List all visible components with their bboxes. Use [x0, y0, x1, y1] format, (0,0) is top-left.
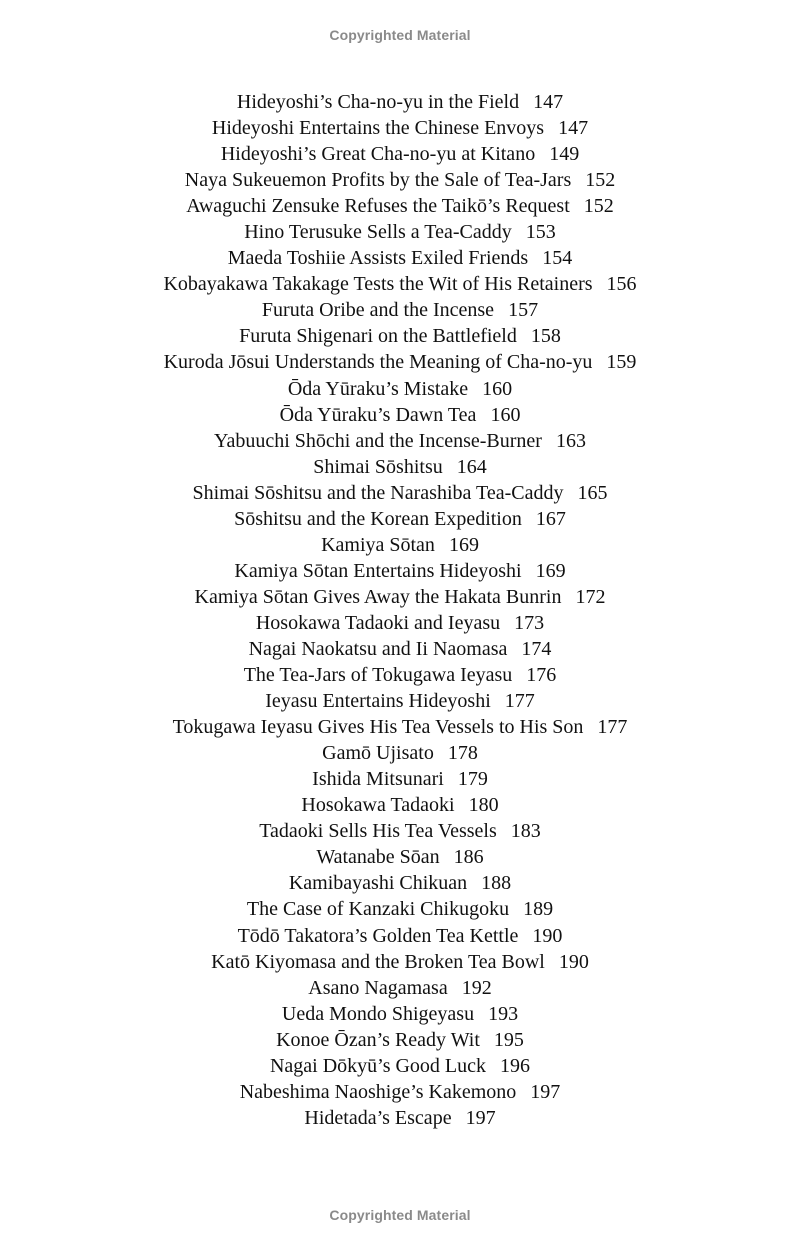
toc-entry-title: Yabuuchi Shōchi and the Incense-Burner — [214, 429, 542, 452]
toc-entry-page: 179 — [457, 768, 488, 791]
toc-entry — [0, 688, 800, 714]
toc-entry-title: Kamiya Sōtan Entertains Hideyoshi — [234, 559, 522, 582]
copyright-watermark-top: Copyrighted Material — [329, 27, 471, 43]
toc-entry — [0, 949, 800, 975]
toc-entry-page: 159 — [606, 351, 637, 374]
toc-entry-page: 178 — [447, 742, 478, 765]
toc-entry-title: Kamibayashi Chikuan — [288, 872, 468, 895]
toc-entry — [0, 662, 800, 688]
toc-entry — [0, 1053, 800, 1079]
toc-entry-page: 149 — [549, 143, 580, 166]
toc-entry — [0, 480, 800, 506]
toc-entry — [0, 1027, 800, 1053]
toc-entry-page: 193 — [488, 1002, 519, 1025]
toc-entry — [0, 870, 800, 896]
toc-entry-page: 164 — [456, 455, 487, 478]
toc-entry — [0, 740, 800, 766]
toc-entry-title: Nagai Naokatsu and Ii Naomasa — [248, 637, 508, 660]
toc-entry — [0, 792, 800, 818]
toc-entry-title: Asano Nagamasa — [308, 976, 448, 999]
toc-entry-title: Furuta Oribe and the Incense — [261, 299, 495, 322]
toc-entry-title: Tōdō Takatora’s Golden Tea Kettle — [237, 924, 519, 947]
toc-entry — [0, 975, 800, 1001]
toc-entry-title: Katō Kiyomasa and the Broken Tea Bowl — [211, 950, 545, 973]
toc-entry-page: 154 — [542, 247, 573, 270]
toc-entry-page: 158 — [530, 325, 561, 348]
toc-entry-title: Ōda Yūraku’s Dawn Tea — [279, 403, 477, 426]
toc-entry-title: Tadaoki Sells His Tea Vessels — [259, 820, 497, 843]
toc-entry-title: Hideyoshi’s Great Cha-no-yu at Kitano — [220, 143, 536, 166]
toc-entry-page: 163 — [555, 429, 586, 452]
toc-entry-page: 174 — [521, 637, 552, 660]
toc-entry — [0, 636, 800, 662]
toc-entry — [0, 923, 800, 949]
toc-entry — [0, 454, 800, 480]
toc-entry-title: Nagai Dōkyū’s Good Luck — [269, 1054, 487, 1077]
toc-entry — [0, 167, 800, 193]
toc-entry-title: Kuroda Jōsui Understands the Meaning of Cha-no-yu — [163, 351, 593, 374]
toc-entry-page: 160 — [482, 377, 513, 400]
toc-entry-title: Kobayakawa Takakage Tests the Wit of His Retainers — [163, 273, 593, 296]
toc-entry — [0, 297, 800, 323]
toc-entry-page: 192 — [461, 976, 492, 999]
toc-entry — [0, 115, 800, 141]
toc-entry-page: 167 — [535, 507, 566, 530]
toc-entry — [0, 323, 800, 349]
toc-entry — [0, 349, 800, 375]
toc-entry-page: 147 — [533, 91, 564, 113]
toc-entry-page: 195 — [493, 1028, 524, 1051]
toc-entry — [0, 376, 800, 402]
toc-entry-page: 177 — [504, 690, 535, 713]
toc-entry — [0, 506, 800, 532]
toc-entry — [0, 714, 800, 740]
toc-entry-title: Hideyoshi’s Cha-no-yu in the Field — [236, 91, 520, 113]
toc-entry — [0, 402, 800, 428]
toc-entry-page: 188 — [481, 872, 512, 895]
toc-entry-title: Naya Sukeuemon Profits by the Sale of Tea-Jars — [184, 169, 572, 192]
toc-entry-title: Hosokawa Tadaoki — [301, 794, 455, 817]
toc-entry — [0, 428, 800, 454]
toc-entry-page: 176 — [526, 664, 557, 687]
toc-entry-title: Watanabe Sōan — [316, 846, 440, 869]
toc-entry-title: The Case of Kanzaki Chikugoku — [246, 898, 510, 921]
toc-entry-page: 180 — [468, 794, 499, 817]
toc-entry — [0, 844, 800, 870]
toc-entry-page: 196 — [500, 1054, 531, 1077]
toc-entry — [0, 1105, 800, 1131]
toc-entry-page: 177 — [597, 716, 628, 739]
toc-entry-page: 173 — [514, 611, 545, 634]
toc-entry-title: Tokugawa Ieyasu Gives His Tea Vessels to His Son — [172, 716, 584, 739]
toc-entry — [0, 558, 800, 584]
toc-entry-page: 189 — [523, 898, 554, 921]
toc-entry-title: Kamiya Sōtan — [321, 533, 435, 556]
toc-entry-title: The Tea-Jars of Tokugawa Ieyasu — [243, 664, 513, 687]
toc-entry-page: 190 — [558, 950, 589, 973]
toc-entry-title: Ōda Yūraku’s Mistake — [287, 377, 469, 400]
toc-entry-title: Konoe Ōzan’s Ready Wit — [276, 1028, 480, 1051]
toc-entry-page: 160 — [490, 403, 521, 426]
toc-entry-title: Ieyasu Entertains Hideyoshi — [265, 690, 491, 713]
toc-entry-title: Ueda Mondo Shigeyasu — [281, 1002, 475, 1025]
toc-entry — [0, 271, 800, 297]
toc-entry — [0, 584, 800, 610]
toc-entry-page: 156 — [606, 273, 637, 296]
toc-entry-page: 169 — [448, 533, 479, 556]
toc-entry-page: 153 — [525, 221, 556, 244]
toc-entry-title: Hino Terusuke Sells a Tea-Caddy — [244, 221, 512, 244]
toc-entry-page: 147 — [558, 117, 589, 140]
toc-entry-title: Hosokawa Tadaoki and Ieyasu — [255, 611, 501, 634]
toc-entry — [0, 1001, 800, 1027]
toc-entry-title: Sōshitsu and the Korean Expedition — [234, 507, 522, 530]
toc-entry-page: 157 — [508, 299, 539, 322]
toc-entry-page: 152 — [585, 169, 616, 192]
table-of-contents — [0, 89, 800, 1131]
toc-entry-page: 152 — [583, 195, 614, 218]
toc-entry — [0, 766, 800, 792]
toc-entry-title: Hideyoshi Entertains the Chinese Envoys — [211, 117, 545, 140]
toc-entry — [0, 896, 800, 922]
toc-entry-title: Ishida Mitsunari — [312, 768, 444, 791]
toc-entry-page: 169 — [535, 559, 566, 582]
toc-entry-page: 197 — [465, 1106, 496, 1129]
toc-entry — [0, 818, 800, 844]
toc-entry — [0, 532, 800, 558]
toc-entry-page: 197 — [530, 1080, 561, 1103]
toc-entry-page: 183 — [510, 820, 541, 843]
toc-entry-title: Nabeshima Naoshige’s Kakemono — [239, 1080, 517, 1103]
toc-entry — [0, 89, 800, 115]
toc-entry — [0, 193, 800, 219]
copyright-watermark-bottom: Copyrighted Material — [329, 1207, 471, 1223]
toc-entry-title: Hidetada’s Escape — [304, 1106, 452, 1129]
toc-entry — [0, 245, 800, 271]
toc-entry — [0, 610, 800, 636]
toc-entry-title: Furuta Shigenari on the Battlefield — [239, 325, 517, 348]
toc-entry — [0, 1079, 800, 1105]
toc-entry-page: 190 — [532, 924, 563, 947]
toc-entry-title: Gamō Ujisato — [322, 742, 434, 765]
toc-entry-page: 172 — [575, 585, 606, 608]
toc-entry-title: Shimai Sōshitsu — [313, 455, 443, 478]
toc-entry — [0, 219, 800, 245]
toc-entry-title: Kamiya Sōtan Gives Away the Hakata Bunrin — [194, 585, 562, 608]
toc-entry-title: Maeda Toshiie Assists Exiled Friends — [227, 247, 529, 270]
toc-entry-page: 186 — [453, 846, 484, 869]
toc-entry-title: Shimai Sōshitsu and the Narashiba Tea-Caddy — [192, 481, 564, 504]
toc-entry-title: Awaguchi Zensuke Refuses the Taikō’s Request — [186, 195, 570, 218]
toc-entry — [0, 141, 800, 167]
toc-entry-page: 165 — [577, 481, 608, 504]
